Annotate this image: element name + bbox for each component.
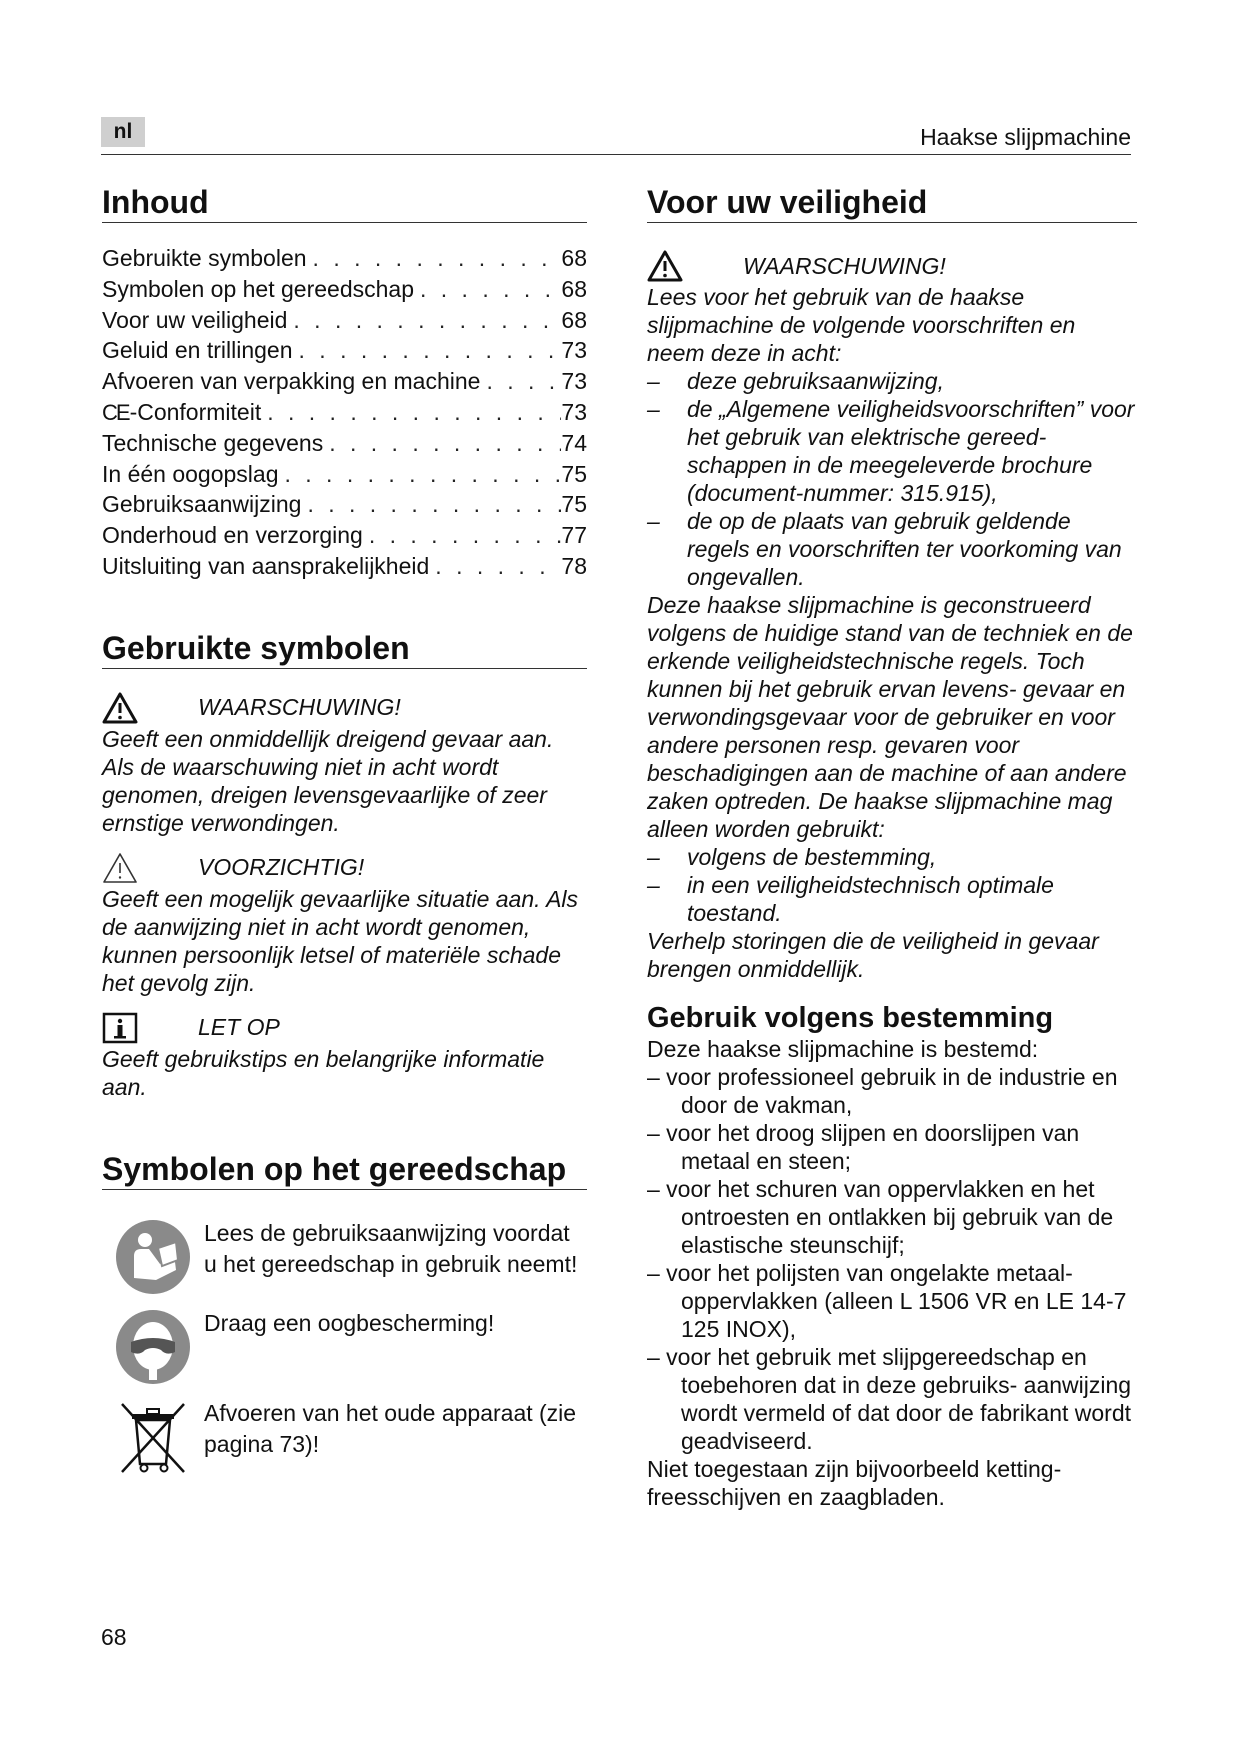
list-item: – voor het polijsten van ongelakte metaal- oppervlakken (alleen L 1506 VR en LE 14-7 125 INOX), bbox=[647, 1260, 1127, 1342]
page-number: 68 bbox=[101, 1624, 127, 1650]
document-title: Haakse slijpmachine bbox=[920, 124, 1131, 150]
toc-item bbox=[102, 430, 587, 461]
toc-item-label bbox=[102, 491, 301, 518]
toc-item-text: -Conformiteit bbox=[129, 398, 262, 425]
list-item-text: in een veiligheidstechnisch optimale toestand. bbox=[687, 872, 1054, 926]
toc-item bbox=[102, 461, 587, 492]
toc-leader bbox=[293, 337, 562, 364]
toc-item bbox=[102, 307, 587, 338]
toc-item bbox=[102, 368, 587, 399]
toc-leader bbox=[307, 245, 562, 272]
toc-item-label bbox=[102, 307, 287, 334]
toc-item bbox=[102, 276, 587, 307]
toc-leader bbox=[480, 368, 561, 395]
safety-conditions-list bbox=[647, 843, 1137, 927]
toc-item bbox=[102, 522, 587, 553]
toc-item bbox=[102, 399, 587, 430]
toc-item-text: Onderhoud en verzorging bbox=[102, 522, 363, 549]
toc-item-page: 68 bbox=[561, 245, 587, 271]
toc-item-page: 73 bbox=[561, 337, 587, 364]
read-manual-icon bbox=[102, 1218, 204, 1296]
toc-item-label bbox=[102, 245, 307, 272]
toc-item-text: Symbolen op het gereedschap bbox=[102, 275, 414, 302]
toc-item-page: 75 bbox=[561, 491, 587, 518]
toc-item-text: Voor uw veiligheid bbox=[102, 306, 288, 333]
tool-symbol-eye-protection bbox=[102, 1308, 587, 1386]
toc-item-label bbox=[102, 368, 480, 395]
toc-item-label bbox=[102, 553, 429, 580]
toc-item-label bbox=[102, 522, 363, 549]
used-symbols-section bbox=[102, 628, 587, 1101]
toc-item-text: Geluid en trillingen bbox=[102, 337, 293, 364]
toc-list bbox=[102, 245, 587, 584]
toc-item-text: In één oogopslag bbox=[102, 460, 279, 487]
tool-symbol-disposal bbox=[102, 1398, 587, 1478]
tool-symbols-title: Symbolen op het gereedschap bbox=[102, 1149, 587, 1190]
used-symbols-title: Gebruikte symbolen bbox=[102, 628, 587, 669]
toc-item-label bbox=[102, 276, 414, 303]
safety-warning-head bbox=[647, 249, 1137, 283]
list-item: – voor professioneel gebruik in de industrie en door de vakman, bbox=[647, 1064, 1118, 1118]
toc-item-page: 68 bbox=[561, 306, 587, 333]
intended-use-intro: Deze haakse slijpmachine is bestemd: bbox=[647, 1036, 1039, 1062]
toc-item-label bbox=[102, 337, 293, 364]
eye-protection-icon bbox=[102, 1308, 204, 1386]
toc-leader bbox=[301, 491, 561, 518]
info-icon bbox=[102, 1012, 198, 1044]
disposal-text: Afvoeren van het oude apparaat (zie pagina 73)! bbox=[204, 1399, 577, 1457]
tool-symbols-list bbox=[102, 1218, 587, 1478]
toc-item-page: 68 bbox=[561, 275, 587, 302]
list-item: – voor het schuren van oppervlakken en het ontroesten en ontlakken bij gebruik van de elastische steunschijf; bbox=[647, 1176, 1114, 1258]
toc-item-page: 74 bbox=[561, 429, 587, 456]
toc-item-page: 77 bbox=[561, 522, 587, 549]
caution-text: Geeft een mogelijk gevaarlijke situatie aan. Als de aanwijzing niet in acht wordt genomen, kunnen persoonlijk letsel of materiële schade het gevolg zijn. bbox=[102, 885, 579, 996]
caution-label: VOORZICHTIG! bbox=[198, 854, 365, 881]
toc-item-page: 73 bbox=[561, 398, 587, 425]
caution-head bbox=[102, 851, 587, 885]
warning-head bbox=[102, 691, 587, 725]
toc-item-text: Technische gegevens bbox=[102, 429, 324, 456]
crossed-bin-icon bbox=[102, 1398, 204, 1478]
eye-protection-text: Draag een oogbescherming! bbox=[204, 1309, 495, 1336]
left-column bbox=[102, 182, 587, 1478]
toc-title: Inhoud bbox=[102, 182, 587, 223]
note-label: LET OP bbox=[198, 1014, 280, 1041]
list-item: – de „Algemene veiligheidsvoorschriften” voor het gebruik van elektrische gereed- schappen in de meegeleverde brochure (document-nummer: 315.915), bbox=[647, 395, 1137, 507]
intended-use-list bbox=[647, 1063, 1137, 1455]
toc-item-label bbox=[102, 399, 261, 426]
tool-symbol-read-manual bbox=[102, 1218, 587, 1296]
toc-leader bbox=[261, 399, 561, 426]
toc-item-text: Afvoeren van verpakking en machine bbox=[102, 368, 481, 395]
right-column bbox=[647, 182, 1137, 1511]
language-badge: nl bbox=[101, 117, 145, 147]
list-item-text: de „Algemene veiligheidsvoorschriften” voor het gebruik van elektrische gereed- schappen in de meegeleverde brochure (document-nummer: 315.915), bbox=[687, 396, 1135, 506]
list-item: – volgens de bestemming, bbox=[647, 844, 937, 870]
safety-rules-list bbox=[647, 367, 1137, 591]
toc-item-text: Uitsluiting van aansprakelijkheid bbox=[102, 552, 430, 579]
list-item-text: volgens de bestemming, bbox=[687, 844, 937, 870]
toc-item-text: Gebruiksaanwijzing bbox=[102, 491, 302, 518]
toc-item bbox=[102, 245, 587, 276]
toc-item-page: 73 bbox=[561, 368, 587, 395]
ce-mark-icon: CE bbox=[102, 399, 129, 425]
toc-leader bbox=[279, 461, 562, 488]
list-item: – deze gebruiksaanwijzing, bbox=[647, 368, 944, 394]
warning-triangle-icon bbox=[647, 250, 743, 282]
safety-closing: Verhelp storingen die de veiligheid in gevaar brengen onmiddellijk. bbox=[647, 928, 1099, 982]
toc-item-page: 75 bbox=[561, 460, 587, 487]
toc-item-label bbox=[102, 430, 323, 457]
warning-text: Geeft een onmiddellijk dreigend gevaar aan. Als de waarschuwing niet in acht wordt genomen, dreigen levensgevaarlijke of zeer ernstige verwondingen. bbox=[102, 725, 554, 836]
list-item: – in een veiligheidstechnisch optimale toestand. bbox=[647, 871, 1137, 927]
safety-warning-label: WAARSCHUWING! bbox=[743, 252, 946, 279]
read-manual-text: Lees de gebruiksaanwijzing voordat u het gereedschap in gebruik neemt! bbox=[204, 1219, 578, 1277]
intended-use-title: Gebruik volgens bestemming bbox=[647, 1002, 1054, 1034]
list-item: – voor het gebruik met slijpgereedschap en toebehoren dat in deze gebruiks- aanwijzing wordt vermeld of dat door de fabrikant wordt geadviseerd. bbox=[647, 1344, 1132, 1454]
toc-leader bbox=[429, 553, 561, 580]
list-item-text: deze gebruiksaanwijzing, bbox=[687, 368, 944, 394]
note-head bbox=[102, 1011, 587, 1045]
toc-item bbox=[102, 337, 587, 368]
not-allowed-text: Niet toegestaan zijn bijvoorbeeld ketting- freesschijven en zaagbladen. bbox=[647, 1456, 1062, 1510]
tool-symbols-section bbox=[102, 1149, 587, 1478]
list-item: – de op de plaats van gebruik geldende regels en voorschriften ter voorkoming van ongevallen. bbox=[647, 507, 1137, 591]
toc-leader bbox=[414, 276, 561, 303]
toc-leader bbox=[287, 307, 561, 334]
warning-label: WAARSCHUWING! bbox=[198, 694, 401, 721]
toc-item-page: 78 bbox=[561, 552, 587, 579]
list-item: – voor het droog slijpen en doorslijpen van metaal en steen; bbox=[647, 1120, 1080, 1174]
safety-paragraph: Deze haakse slijpmachine is geconstrueerd volgens de huidige stand van de techniek en de erkende veiligheidstechnische regels. Toch kunnen bij het gebruik ervan levens- gevaar en verwondingsgevaar voor de gebruiker en voor andere personen resp. gevaren voor beschadigingen aan de machine of aan andere zaken optreden. De haakse slijpmachine mag alleen worden gebruikt: bbox=[647, 592, 1133, 842]
safety-intro: Lees voor het gebruik van de haakse slijpmachine de volgende voorschriften en neem deze in acht: bbox=[647, 284, 1076, 366]
toc-item-text: Gebruikte symbolen bbox=[102, 245, 307, 271]
toc-item bbox=[102, 553, 587, 584]
safety-title: Voor uw veiligheid bbox=[647, 182, 1137, 223]
note-text: Geeft gebruikstips en belangrijke informatie aan. bbox=[102, 1045, 545, 1100]
toc-leader bbox=[323, 430, 561, 457]
caution-triangle-icon bbox=[102, 852, 198, 884]
toc-item bbox=[102, 491, 587, 522]
list-item-text: de op de plaats van gebruik geldende regels en voorschriften ter voorkoming van ongevallen. bbox=[687, 508, 1122, 590]
header-divider bbox=[101, 154, 1131, 155]
toc-leader bbox=[363, 522, 562, 549]
warning-triangle-icon bbox=[102, 692, 198, 724]
toc-item-label bbox=[102, 461, 279, 488]
